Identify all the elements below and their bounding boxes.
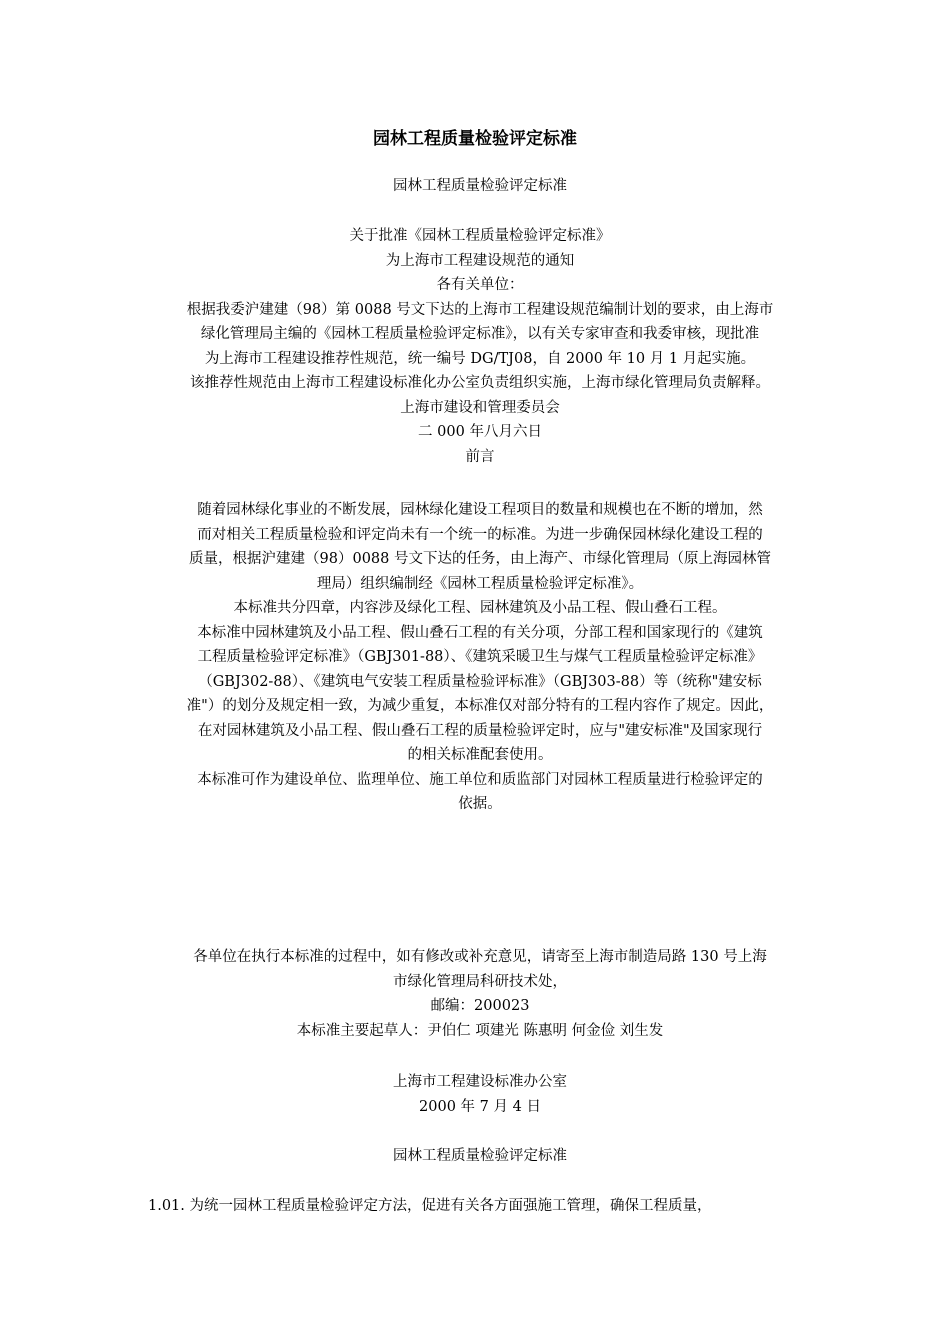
office-name: 上海市工程建设标准办公室 <box>393 1074 567 1090</box>
contact-line: 市绿化管理局科研技术处， <box>393 973 567 990</box>
notice-heading-line2: 为上海市工程建设规范的通知 <box>385 252 575 269</box>
contact-line: 各单位在执行本标准的过程中，如有修改或补充意见，请寄至上海市制造局路 130 号上海 <box>193 949 767 965</box>
document-title: 园林工程质量检验评定标准 <box>373 129 577 149</box>
notice-body-line: 该推荐性规范由上海市工程建设标准化办公室负责组织实施，上海市绿化管理局负责解释。 <box>190 375 770 391</box>
preface-line: 依据。 <box>458 796 502 812</box>
preface-heading: 前言 <box>465 448 495 465</box>
office-signature <box>140 1070 820 1119</box>
notice-body-line: 为上海市工程建设推荐性规范，统一编号 DG/TJ08，自 2000 年 10 月 1 月起实施。 <box>204 350 756 367</box>
approval-notice <box>140 224 820 469</box>
document-subtitle <box>140 174 820 199</box>
contact-drafters: 本标准主要起草人：尹伯仁 项建光 陈惠明 何金俭 刘生发 <box>296 1022 664 1039</box>
preface-body <box>140 498 820 817</box>
preface-line: 理局）组织编制经《园林工程质量检验评定标准》。 <box>316 575 644 592</box>
subtitle-text: 园林工程质量检验评定标准 <box>393 178 567 194</box>
preface-line: 本标准可作为建设单位、监理单位、施工单位和质监部门对园林工程质量进行检验评定的 <box>197 771 763 788</box>
contact-info <box>140 945 820 1043</box>
preface-line: 工程质量检验评定标准》（GBJ301-88）、《建筑采暖卫生与煤气工程质量检验评定标准》 <box>197 649 763 665</box>
clause-text: 1.01. 为统一园林工程质量检验评定方法，促进有关各方面强施工管理，确保工程质量， <box>148 1198 712 1214</box>
preface-line: 随着园林绿化事业的不断发展，园林绿化建设工程项目的数量和规模也在不断的增加，然 <box>197 502 763 518</box>
preface-line: 本标准共分四章，内容涉及绿化工程、园林建筑及小品工程、假山叠石工程。 <box>233 600 727 616</box>
notice-date: 二 000 年八月六日 <box>418 424 542 440</box>
preface-line: 而对相关工程质量检验和评定尚未有一个统一的标准。为进一步确保园林绿化建设工程的 <box>197 526 763 543</box>
office-date: 2000 年 7 月 4 日 <box>419 1098 541 1115</box>
section-title <box>140 1144 820 1169</box>
preface-line: （GBJ302-88）、《建筑电气安装工程质量检验评标准》（GBJ303-88）等（统称"建安标 <box>198 673 762 690</box>
clause-1-01 <box>148 1194 828 1219</box>
preface-line: 在对园林建筑及小品工程、假山叠石工程的质量检验评定时，应与"建安标准"及国家现行 <box>197 722 763 739</box>
notice-body-line: 根据我委沪建建（98）第 0088 号文下达的上海市工程建设规范编制计划的要求，由上海市 <box>186 301 774 318</box>
section-title-text: 园林工程质量检验评定标准 <box>393 1148 567 1164</box>
notice-issuer: 上海市建设和管理委员会 <box>400 399 560 416</box>
notice-heading-line1: 关于批准《园林工程质量检验评定标准》 <box>349 228 611 244</box>
preface-line: 本标准中园林建筑及小品工程、假山叠石工程的有关分项，分部工程和国家现行的《建筑 <box>197 624 763 641</box>
preface-line: 质量，根据沪建建（98）0088 号文下达的任务，由上海产、市绿化管理局（原上海园林管 <box>189 551 771 567</box>
preface-line: 的相关标准配套使用。 <box>407 747 553 763</box>
notice-salutation: 各有关单位： <box>436 277 524 293</box>
preface-line: 准"）的划分及规定相一致，为减少重复，本标准仅对部分特有的工程内容作了规定。因此， <box>186 698 774 714</box>
notice-body-line: 绿化管理局主编的《园林工程质量检验评定标准》，以有关专家审查和我委审核，现批准 <box>200 326 760 342</box>
contact-postcode: 邮编：200023 <box>430 998 530 1014</box>
